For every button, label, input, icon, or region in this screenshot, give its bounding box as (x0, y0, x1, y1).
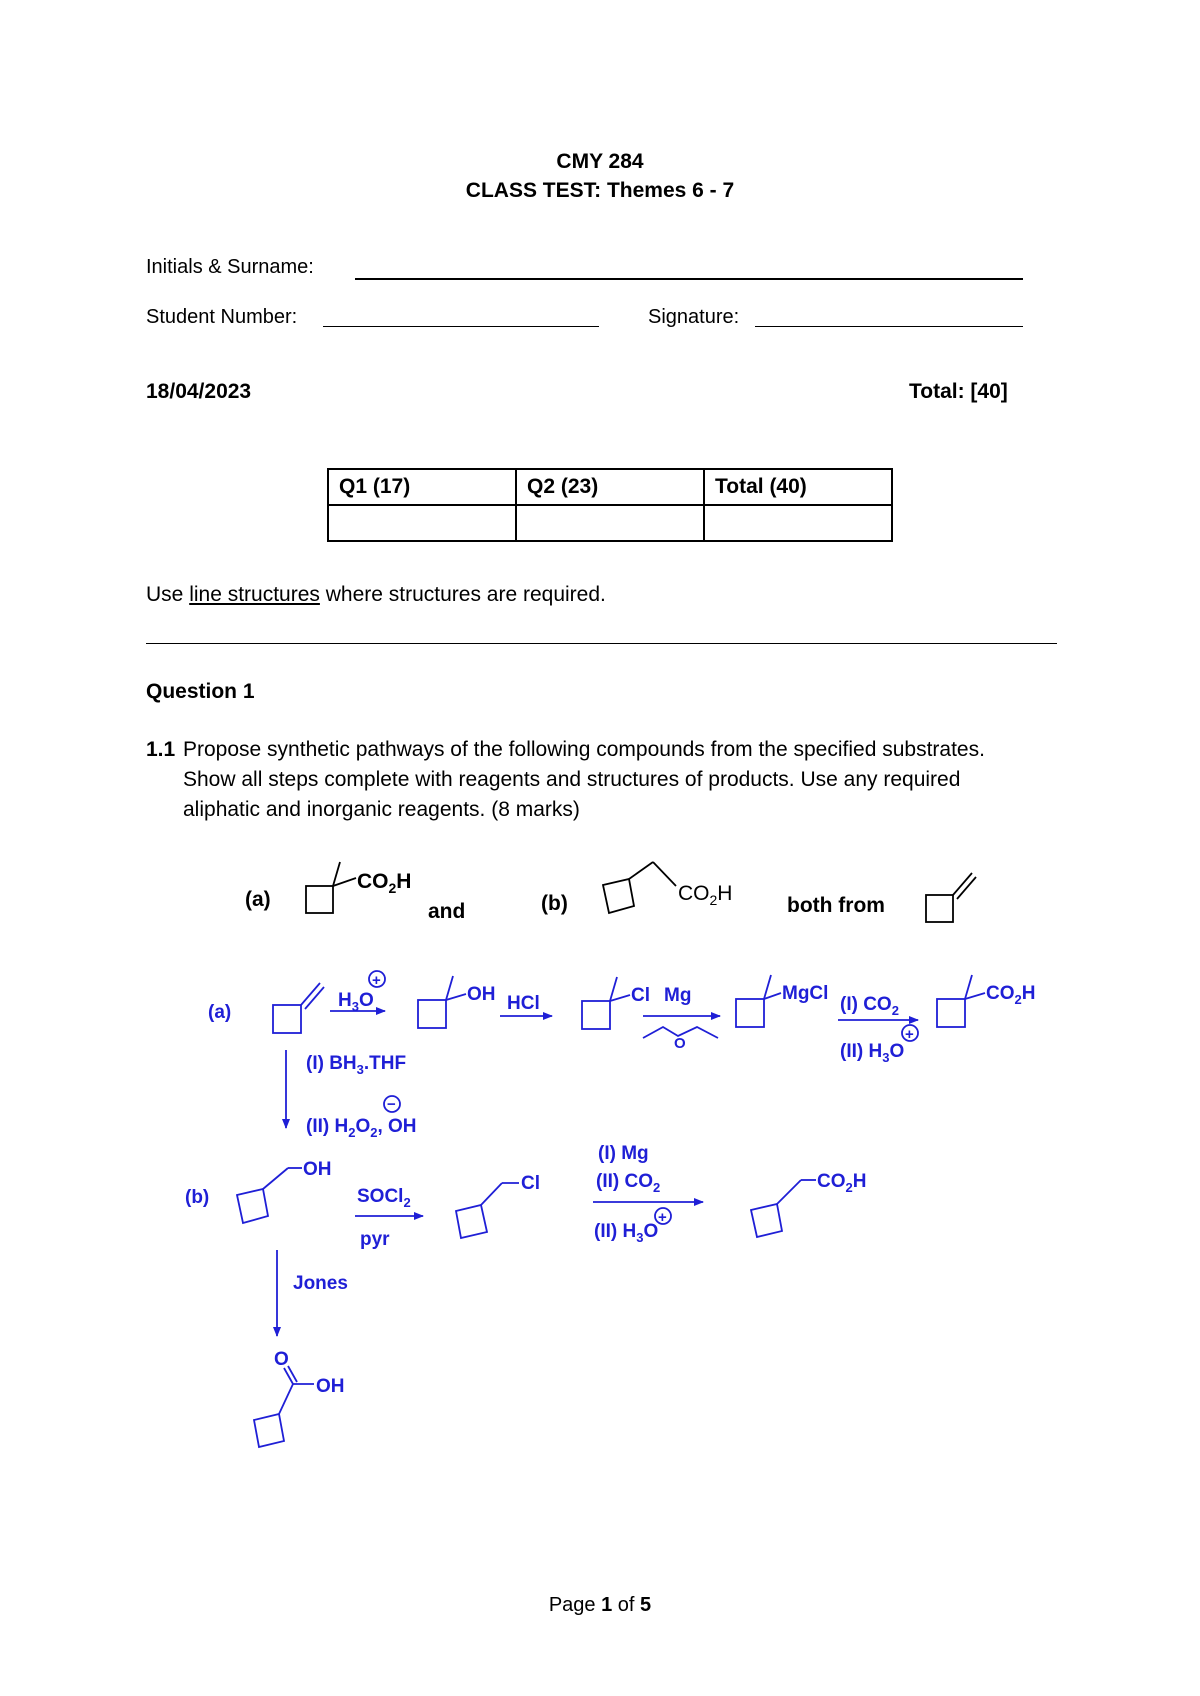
bh3-end: .THF (363, 1053, 407, 1074)
ans-b-chloride-ch2 (481, 1183, 502, 1205)
test-title: CLASS TEST: Themes 6 - 7 (465, 179, 735, 202)
co2h-a-sub: 2 (1014, 992, 1022, 1007)
ans-acid-ring (254, 1414, 284, 1447)
score-header-q1: Q1 (17) (328, 469, 516, 505)
ans-bh3 (306, 1053, 406, 1077)
h2o2-o: O (355, 1116, 371, 1137)
step-ii-h3o-o: O (889, 1041, 905, 1062)
question-title: Question 1 (146, 680, 255, 703)
ii-h3o-sub: 3 (636, 1230, 644, 1245)
ans-ii-co2 (596, 1171, 660, 1195)
section-divider (146, 643, 1057, 644)
answer-labels (185, 972, 1035, 1397)
ii-co2-text: (II) CO (596, 1171, 653, 1192)
ans-alkene-ring (273, 1005, 301, 1033)
ans-label-b: (b) (185, 1187, 210, 1208)
ans-step-ii-h3o (840, 1041, 904, 1065)
ans-alcohol-methyl (446, 976, 453, 1000)
bh3-text: (I) BH (306, 1053, 357, 1074)
ans-i-mg: (I) Mg (598, 1143, 649, 1164)
student-number-field[interactable] (323, 326, 599, 327)
question-text-line1: Propose synthetic pathways of the following compounds from the specified substrates. (183, 738, 985, 761)
step-ii-h3o-sub: 3 (882, 1050, 890, 1065)
target-a-co2h (357, 870, 411, 896)
ans-oh-2: OH (303, 1159, 332, 1180)
ether-o: O (674, 1035, 686, 1052)
name-field[interactable] (355, 278, 1023, 280)
ans-grignard-bond (764, 993, 781, 999)
score-table-value-row (328, 505, 892, 541)
score-cell-total[interactable] (704, 505, 892, 541)
ans-ii-h3o (594, 1221, 658, 1245)
plus-2: + (905, 1026, 914, 1043)
score-cell-q2[interactable] (516, 505, 704, 541)
question-label-a: (a) (245, 888, 271, 911)
ii-co2-sub: 2 (653, 1180, 661, 1195)
bh3-sub: 3 (356, 1062, 364, 1077)
ans-product-a-methyl (965, 975, 972, 999)
ii-h3o-o: O (643, 1221, 659, 1242)
target-a-bond (333, 878, 356, 886)
ans-co2h-b (817, 1171, 866, 1195)
plus-1: + (372, 972, 381, 989)
ans-oh-3: OH (316, 1376, 345, 1397)
ans-mg-1: Mg (664, 985, 692, 1006)
score-table-header-row (328, 469, 892, 505)
ans-h3o-1 (338, 990, 374, 1014)
footer-current-page: 1 (601, 1594, 613, 1616)
score-cell-q1[interactable] (328, 505, 516, 541)
footer-total-pages: 5 (640, 1594, 652, 1616)
substrate-ring (926, 895, 953, 922)
both-from-label: both from (787, 894, 885, 917)
h2o2-text: (II) H (306, 1116, 349, 1137)
ans-socl2 (357, 1186, 411, 1210)
ans-product-a-bond (965, 993, 985, 999)
target-b-bond1 (629, 862, 653, 879)
ii-h3o-text: (II) H (594, 1221, 637, 1242)
target-b-h: H (717, 882, 733, 905)
ans-b-alcohol-ring (237, 1189, 268, 1223)
footer-page-label: Page (548, 1594, 596, 1616)
co2h-b-co: CO (817, 1171, 846, 1192)
target-b-co: CO (678, 882, 710, 905)
target-b-bond2 (653, 862, 676, 886)
h2o2-oh: , OH (377, 1116, 417, 1137)
ans-cl-1: Cl (631, 985, 650, 1006)
ans-b-product-ring (751, 1204, 782, 1237)
score-header-q2: Q2 (23) (516, 469, 704, 505)
target-a-ring (306, 886, 333, 913)
target-b-sub: 2 (709, 892, 718, 908)
total-marks: Total: [40] (909, 380, 1008, 403)
instruction-text (146, 583, 606, 607)
target-b-ring (603, 879, 634, 913)
co2h-a-co: CO (986, 983, 1015, 1004)
ans-alcohol-ring (418, 1000, 446, 1028)
score-table (327, 468, 893, 542)
question-number: 1.1 (146, 738, 176, 761)
ans-acid-bond (279, 1384, 293, 1414)
name-label: Initials & Surname: (146, 256, 314, 278)
minus-1: − (387, 1096, 396, 1113)
socl2-sub: 2 (403, 1195, 411, 1210)
ans-cl-2: Cl (521, 1173, 540, 1194)
target-a-co: CO (357, 870, 389, 893)
step-ii-h3o-text: (II) H (840, 1041, 883, 1062)
instruction-pre: Use (146, 583, 190, 606)
h3o-1-h: H (338, 990, 352, 1011)
ans-chloride-cl-bond (610, 995, 630, 1001)
instruction-underlined: line structures (189, 583, 320, 606)
ans-grignard-methyl (764, 975, 771, 999)
ans-oh-1: OH (467, 984, 496, 1005)
ans-b-product-ch2 (777, 1180, 801, 1204)
ans-product-a-ring (937, 999, 965, 1027)
signature-field[interactable] (755, 326, 1023, 327)
socl2-text: SOCl (357, 1186, 404, 1207)
ans-alcohol-oh-bond (446, 994, 466, 1000)
h3o-1-o: O (358, 990, 374, 1011)
question-labels (245, 870, 885, 923)
ans-acid-co1 (284, 1368, 293, 1384)
signature-label: Signature: (648, 306, 740, 328)
ans-mgcl: MgCl (782, 983, 829, 1004)
co2h-a-h: H (1021, 983, 1036, 1004)
page-footer (0, 1594, 1200, 1617)
h2o2-sub1: 2 (348, 1125, 356, 1140)
ans-co2h-a (986, 983, 1035, 1007)
h3o-1-sub: 3 (351, 999, 359, 1014)
target-a-sub: 2 (388, 880, 397, 896)
ans-label-a: (a) (208, 1002, 232, 1023)
h2o2-sub2: 2 (370, 1125, 378, 1140)
step-i-co2-sub: 2 (891, 1003, 899, 1018)
question-label-b: (b) (541, 892, 568, 915)
instruction-post: where structures are required. (319, 583, 606, 606)
ans-step-i-co2 (840, 994, 899, 1018)
ans-jones: Jones (293, 1273, 348, 1294)
ans-grignard-ring (736, 999, 764, 1027)
ans-chloride-methyl (610, 977, 617, 1001)
ans-hcl: HCl (507, 993, 540, 1014)
ans-acid-co2 (288, 1366, 297, 1382)
ans-b-chloride-ring (456, 1205, 487, 1238)
and-label: and (428, 900, 466, 923)
test-date: 18/04/2023 (146, 380, 252, 403)
target-b-co2h (678, 882, 732, 908)
co2h-b-sub: 2 (845, 1180, 853, 1195)
ans-pyr: pyr (360, 1229, 390, 1250)
ans-b-alcohol-ch2 (263, 1168, 288, 1189)
ans-carbonyl-o: O (274, 1349, 289, 1370)
target-a-h: H (396, 870, 412, 893)
course-code: CMY 284 (556, 150, 644, 173)
score-header-total: Total (40) (704, 469, 892, 505)
student-number-label: Student Number: (146, 306, 298, 328)
target-a-methyl (333, 862, 340, 886)
ans-h2o2 (306, 1116, 417, 1140)
footer-of: of (617, 1594, 635, 1616)
co2h-b-h: H (852, 1171, 867, 1192)
question-text-line2: Show all steps complete with reagents and structures of products. Use any required (183, 768, 961, 791)
question-text-line3: aliphatic and inorganic reagents. (8 marks) (183, 798, 580, 821)
plus-3: + (658, 1209, 667, 1226)
reaction-scheme (0, 840, 1200, 1460)
step-i-co2-text: (I) CO (840, 994, 892, 1015)
ans-chloride-ring (582, 1001, 610, 1029)
